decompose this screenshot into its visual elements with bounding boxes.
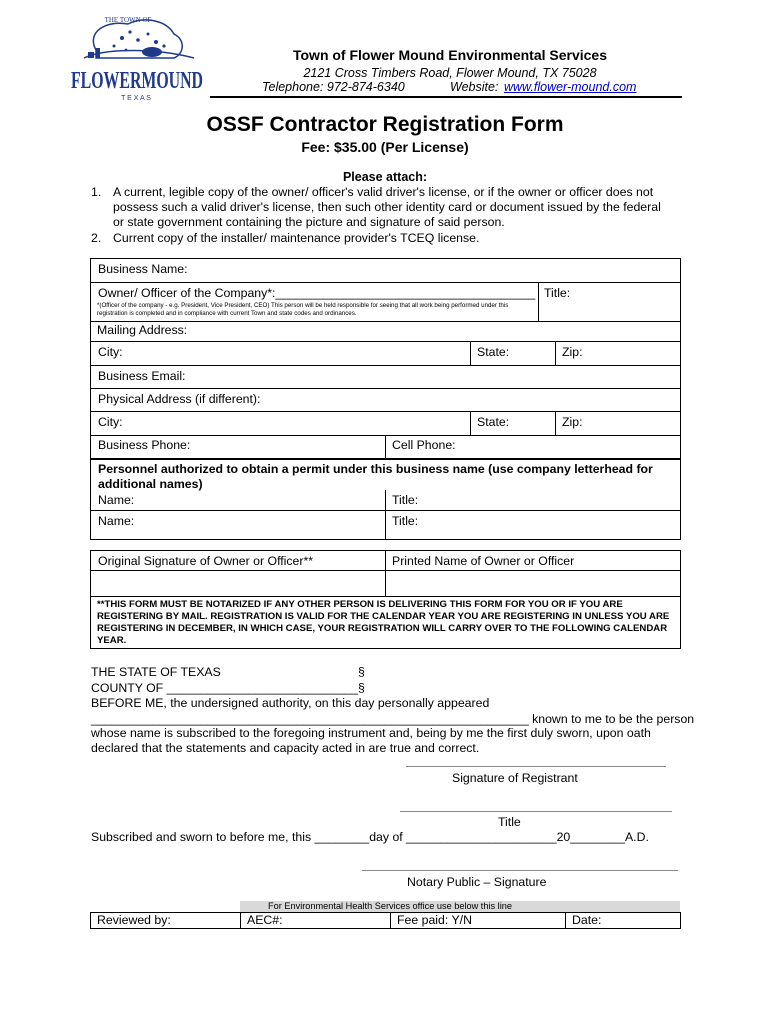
appeared-line: ________________________________________________________________ known to me to be the person bbox=[91, 712, 695, 726]
personnel-name-2[interactable]: Name: bbox=[98, 514, 135, 528]
attach-heading: Please attach: bbox=[342, 170, 428, 184]
printed-name-label[interactable]: Printed Name of Owner or Officer bbox=[392, 554, 575, 568]
form-title: OSSF Contractor Registration Form bbox=[206, 113, 564, 136]
subscribed-sworn-text: Subscribed and sworn to before me, this ________day of ______________________20________A.D. bbox=[91, 830, 649, 844]
org-address: 2121 Cross Timbers Road, Flower Mound, TX 75028 bbox=[303, 66, 597, 80]
office-use-caption: For Environmental Health Services office use below this line bbox=[268, 901, 512, 911]
before-me-text: BEFORE ME, the undersigned authority, on this day personally appeared bbox=[91, 696, 490, 710]
logo-name: FLOWERMOUND bbox=[71, 68, 203, 94]
title-line[interactable] bbox=[400, 811, 672, 812]
notary-signature-line[interactable] bbox=[362, 870, 678, 871]
town-logo bbox=[66, 14, 208, 102]
org-telephone: Telephone: 972-874-6340 bbox=[262, 80, 405, 94]
city-label-2[interactable]: City: bbox=[98, 415, 123, 429]
title-caption: Title bbox=[498, 815, 521, 829]
cell-phone-label[interactable]: Cell Phone: bbox=[392, 438, 456, 452]
attach-item-1 bbox=[91, 185, 673, 230]
org-name: Town of Flower Mound Environmental Services bbox=[292, 47, 607, 63]
business-name-label[interactable]: Business Name: bbox=[98, 262, 188, 276]
notary-public-signature: Notary Public – Signature bbox=[407, 875, 547, 889]
attach-item-text: Current copy of the installer/ maintenance provider's TCEQ license. bbox=[113, 231, 480, 245]
business-email-label[interactable]: Business Email: bbox=[98, 369, 186, 383]
whose-name-text: whose name is subscribed to the foregoing instrument and, being by me the first duly sworn, upon oath bbox=[91, 726, 651, 740]
website-link[interactable]: www.flower-mound.com bbox=[504, 80, 637, 94]
signature-of-registrant: Signature of Registrant bbox=[452, 771, 578, 785]
owner-signature-label[interactable]: Original Signature of Owner or Officer** bbox=[98, 554, 314, 568]
aec-label[interactable]: AEC#: bbox=[247, 913, 283, 927]
physical-address-label[interactable]: Physical Address (if different): bbox=[98, 392, 261, 406]
owner-title-label[interactable]: Title: bbox=[544, 286, 571, 300]
state-label-2[interactable]: State: bbox=[477, 415, 510, 429]
state-label[interactable]: State: bbox=[477, 345, 510, 359]
attach-item-number: 2. bbox=[91, 231, 102, 245]
logo-top-text: THE TOWN OF bbox=[104, 16, 152, 24]
logo-state: T E X A S bbox=[121, 95, 151, 102]
header-rule bbox=[210, 96, 682, 98]
zip-label-2[interactable]: Zip: bbox=[562, 415, 583, 429]
fee-paid-label[interactable]: Fee paid: Y/N bbox=[397, 913, 472, 927]
state-of-texas: THE STATE OF TEXAS bbox=[91, 665, 221, 679]
owner-note: *(Officer of the company - e.g. President, Vice President, CEO) This person will be held responsible for seeing that all work being performed under this registration is completed and in compliance with current Town and state codes and ordinances. bbox=[97, 302, 509, 317]
personnel-heading: Personnel authorized to obtain a permit under this business name (use company letterhead for additional names) bbox=[98, 462, 653, 491]
mailing-address-label[interactable]: Mailing Address: bbox=[97, 323, 188, 337]
fee-line: Fee: $35.00 (Per License) bbox=[301, 139, 469, 155]
date-label[interactable]: Date: bbox=[572, 913, 602, 927]
city-label[interactable]: City: bbox=[98, 345, 123, 359]
business-phone-label[interactable]: Business Phone: bbox=[98, 438, 191, 452]
attach-item-text: A current, legible copy of the owner/ officer's valid driver's license, or if the owner or officer does not possess such a valid driver's license, then such other identity card or document issued by the federal or state government containing the picture and signature of said person. bbox=[113, 185, 661, 229]
personnel-title-2[interactable]: Title: bbox=[392, 514, 419, 528]
section-symbol-1: § bbox=[358, 665, 365, 679]
declared-text: declared that the statements and capacity acted in are true and correct. bbox=[91, 741, 480, 755]
zip-label[interactable]: Zip: bbox=[562, 345, 583, 359]
registrant-signature-line[interactable] bbox=[406, 766, 666, 767]
owner-officer-label[interactable]: Owner/ Officer of the Company*:______________________________________ bbox=[98, 286, 536, 300]
notarize-notice: **THIS FORM MUST BE NOTARIZED IF ANY OTHER PERSON IS DELIVERING THIS FORM FOR YOU OR IF YOU ARE REGISTERING BY MAIL. REGISTRATION IS VALID FOR THE CALENDAR YEAR YOU ARE REGISTERING IN UNLESS YOU ARE REGISTERING IN DECEMBER, IN WHICH CASE, YOUR REGISTRATION WILL CARRY OVER TO THE FOLLOWING CALENDAR YEAR. bbox=[97, 599, 670, 646]
personnel-name-1[interactable]: Name: bbox=[98, 493, 135, 507]
section-symbol-2: § bbox=[358, 681, 365, 695]
county-of: COUNTY OF ____________________________ bbox=[91, 681, 359, 695]
attach-item-2 bbox=[91, 231, 673, 246]
reviewed-by-label[interactable]: Reviewed by: bbox=[97, 913, 171, 927]
website-label: Website: bbox=[450, 80, 499, 94]
personnel-title-1[interactable]: Title: bbox=[392, 493, 419, 507]
attach-item-number: 1. bbox=[91, 185, 102, 199]
